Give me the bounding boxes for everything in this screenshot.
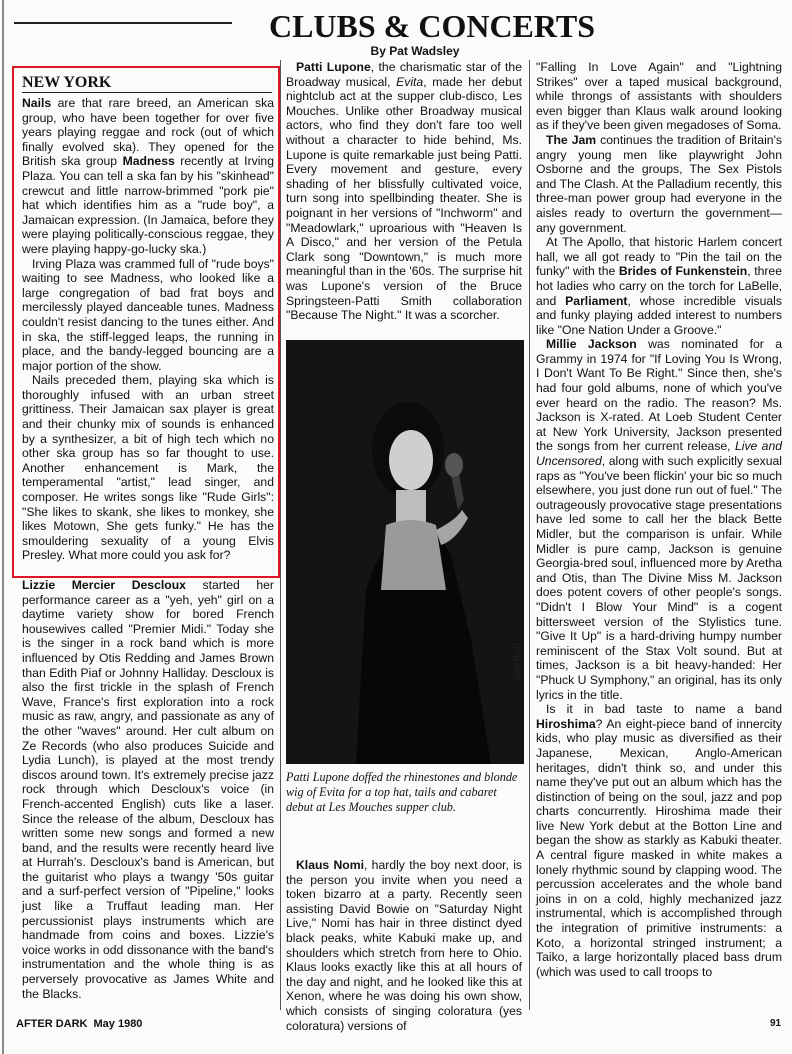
band-name: Parliament bbox=[565, 293, 628, 308]
section-heading: NEW YORK bbox=[22, 74, 272, 93]
nails-preceded-paragraph: Nails preceded them, playing ska which is thoroughly infused with an urban street grittiness. Their Jamaican sax player is great and their chunky mix of sounds is enhanced by a synthesizer, a bit of high tech which no other ska group has so far thought to use. Another enhancement is Mark, the temperamental "artist," lead singer, and composer. He writes songs like "Rude Girls": "She likes to skank, she likes to monkey, she likes Motown, She gets funky." He has the smouldering sexuality of a young Elvis Presley. What more could you ask for? bbox=[22, 373, 274, 563]
nomi-continued-paragraph: "Falling In Love Again" and "Lightning Strikes" over a taped musical background, while throngs of assistants with shoulders even bigger than Klaus walk around looking as if they've been given megadoses of Soma. bbox=[536, 60, 782, 133]
nomi-paragraph: Klaus Nomi, hardly the boy next door, is the person you invite when you need a token bizarro at a party. Recently seen assisting David Bowie on "Saturday Night Live," Nomi has hair in three distinct dyed black peaks, white Kabuki make up, and shoulders which stretch from here to Ohio. Klaus looks exactly like this at all hours of the day and night, and he looked like this at Xenon, where he was doing his own show, which consists of singing coloratura (yes coloratura) versions of bbox=[286, 858, 523, 1033]
artist-name: Lizzie Mercier Descloux bbox=[22, 578, 186, 592]
artist-name: Patti Lupone bbox=[296, 60, 371, 74]
magazine-name: AFTER DARK bbox=[16, 1018, 88, 1030]
descloux-paragraph: Lizzie Mercier Descloux started her performance career as a "yeh, yeh" girl on a daytime variety show for bored French housewives called "Premier Midi." Today she is the singer in a rock band which is more influenced by Otis Redding and James Brown than Edith Piaf or Johnny Halliday. Descloux is also the first trickle in the splash of French Wave, France's first exploration into a rock music as raw, angry, and passionate as any of the other "waves" around. Her cult album on Ze Records (who also produces Suicide and Lydia Lunch), is played at the most trendy discos around town. It's extremely precise jazz rock through which Descloux's voice (in French-accented English) cuts like a laser. Since the release of the album, Descloux has written some new songs and formed a new band, and the results were recently heard live at Hurrah's. Descloux's band is American, but the guitarist who plays a twangy '50s guitar and a surf-perfect version of "Pipeline," looks just like a Truffaut leading man. Her percussionist plays instruments which are handmade from coins and boxes. Lizzie's voice works in odd dissonance with the band's instrumentation and the whole thing is as perversely provocative as James White and the Blacks. bbox=[22, 578, 274, 1001]
top-rule bbox=[14, 22, 232, 24]
photo-illustration bbox=[286, 340, 524, 764]
band-name: Hiroshima bbox=[536, 716, 596, 731]
issue-date: May 1980 bbox=[93, 1018, 143, 1030]
nails-paragraph: Nails are that rare breed, an American ska group, who have been together for over five years playing reggae and rock (out of which finally evolved ska). They opened for the British ska group Madness recently at Irving Plaza. You can tell a ska fan by his "skinhead" crewcut and little narrow-brimmed "pork pie" hat which identifies him as a "rude boy", a Jamaican expression. (In Jamaica, before they were playing politically-conscious reggae, they were playing happy-go-lucky ska.) bbox=[22, 96, 274, 256]
page-title: CLUBS & CONCERTS bbox=[268, 8, 596, 44]
page-edge bbox=[2, 0, 4, 1054]
footer-publication bbox=[16, 1018, 148, 1030]
column-2-top bbox=[286, 60, 522, 323]
artist-name: Klaus Nomi bbox=[296, 858, 364, 872]
band-name: Nails bbox=[22, 96, 52, 110]
photo-credit: Bob Rich bbox=[512, 643, 522, 680]
band-name: The Jam bbox=[546, 132, 597, 147]
artist-name: Millie Jackson bbox=[546, 337, 637, 352]
column-rule bbox=[529, 60, 530, 1010]
jackson-paragraph: Millie Jackson was nominated for a Grammy in 1974 for "If Loving You Is Wrong, I Don't Want To Be Right." Since then, she's had four gold albums, none of which you've ever heard on the radio. The reason? Ms. Jackson is X-rated. At Loeb Student Center at New York University, Jackson presented the songs from her current release, Live and Uncensored, along with such explicitly sexual raps as "You've been flickin' your bic so much elsewhere, you just done run out of fuel." The outrageously provocative stage presentations have led some to call her the black Bette Midler, but the comparison is unfair. While Midler is pure camp, Jackson is genuine Georgia-bred soul, influenced more by Aretha and Otis, than The Divine Miss M. Jackson does potent covers of other people's songs. "Didn't I Blow Your Mind" is a cogent bittersweet version of the Stylistics tune. "Give It Up" is a hard-driving humpy number reminiscent of the Stax Volt sound. But at times, Jackson is a bit heavy-handed: Her "Phuck U Symphony," an original, has its only lyrics in the title. bbox=[536, 337, 783, 702]
byline: By Pat Wadsley bbox=[370, 44, 460, 58]
page-number: 91 bbox=[770, 1018, 782, 1029]
column-3 bbox=[536, 60, 782, 979]
performer-photo bbox=[286, 340, 524, 764]
column-2-bottom bbox=[286, 858, 522, 1033]
apollo-paragraph: At The Apollo, that historic Harlem concert hall, we all got ready to "Pin the tail on the funky" with the Brides of Funkenstein, three hot ladies who carry on the torch for LaBelle, and Parliament, whose incredible visuals and funky playing added interest to numbers like "One Nation Under a Groove." bbox=[536, 235, 782, 337]
band-name: Madness bbox=[122, 154, 175, 169]
hiroshima-paragraph: Is it in bad taste to name a band Hiroshima? An eight-piece band of innercity kids, who play music as diversified as their Japanese, Mexican, Anglo-American heritages, didn't think so, and under this name they've put out an album which has the distinction of being on the soul, jazz and pop charts concurrently. Hiroshima made their live New York debut at the Botton Line and began the show as starkly as Kabuki theater. A central figure masked in white makes a lonely rhythmic sound by clapping wood. The percussion accelerates and the whole band joins in on a cold, highly mechanized jazz instrumental, which is accomplished through the integration of primitive instruments: a Koto, a horizontal stringed instrument; a Taiko, a large horizontally placed bass drum (which was used to call troops to bbox=[536, 702, 782, 979]
band-name: Brides of Funkenstein bbox=[618, 264, 748, 279]
column-1-bottom bbox=[22, 578, 274, 1001]
irving-plaza-paragraph: Irving Plaza was crammed full of "rude boys" waiting to see Madness, who looked like a large congregation of bad frat boys and mercilessly played danceable tunes. Madness couldn't resist dancing to the tunes either. And in ska, the stiff-legged leaps, the running in place, and the bandy-legged bouncing are a major portion of the show. bbox=[22, 256, 274, 373]
photo-caption: Patti Lupone doffed the rhinestones and blonde wig of Evita for a top hat, tails and cabaret debut at Les Mouches supper club. bbox=[286, 770, 518, 814]
jam-paragraph: The Jam continues the tradition of Britain's angry young men like playwright John Osborne and the groups, The Sex Pistols and The Clash. At the Palladium recently, this three-man power group had everyone in the aisles ready to overturn the government—any government. bbox=[536, 132, 782, 235]
column-1-top bbox=[22, 96, 274, 563]
column-rule bbox=[280, 60, 281, 1010]
lupone-paragraph: Patti Lupone, the charismatic star of the Broadway musical, Evita, made her debut nightclub act at the supper club-disco, Les Mouches. Unlike other Broadway musical actors, who find they don't fare too well without a character to hide behind, Ms. Lupone is quite remarkable just being Patti. Every movement and gesture, every shading of her blissfully cultivated voice, turn song into spellbinding theater. She is poignant in her versions of "Inchworm" and "Meadowlark," uproarious with "Heaven Is A Disco," and her version of the Petula Clark song "Downtown," is much more meaningful than in the '60s. The surprise hit was Lupone's version of the Bruce Springsteen-Patti Smith collaboration "Because The Night." It was a scorcher. bbox=[286, 60, 522, 323]
